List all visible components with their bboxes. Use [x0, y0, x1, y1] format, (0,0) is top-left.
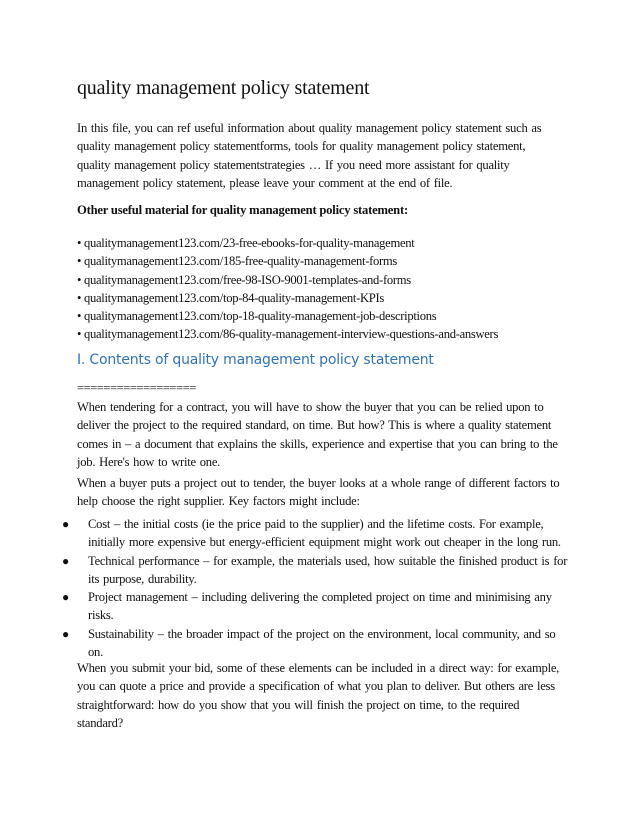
list-item-text: Sustainability – the broader impact of the project on the environment, local community, and so on.	[88, 626, 556, 660]
list-item-text: Project management – including delivering the completed project on time and minimising any risks.	[88, 590, 552, 623]
resource-link[interactable]: • qualitymanagement123.com/top-84-quality-management-KPIs	[77, 290, 384, 305]
list-item-text: Cost – the initial costs (ie the price paid to the supplier) and the lifetime costs. For example, initially more expensive but energy-efficient equipment might work out cheaper in the long run.	[88, 517, 561, 550]
bullet-dot-icon: ●	[62, 517, 69, 531]
intro-line: quality management policy statementstrategies … If you need more assistant for quality	[77, 157, 510, 172]
resource-link[interactable]: • qualitymanagement123.com/185-free-quality-management-forms	[77, 254, 398, 269]
resource-link[interactable]: • qualitymanagement123.com/free-98-ISO-9001-templates-and-forms	[77, 272, 411, 287]
bullet-dot-icon: ●	[62, 626, 69, 641]
paragraph-line: job. Here's how to write one.	[77, 454, 221, 469]
paragraph-buyer-factors	[77, 474, 559, 511]
resource-link[interactable]: • qualitymanagement123.com/23-free-ebooks-for-quality-management	[77, 236, 415, 250]
list-item	[60, 515, 580, 552]
list-item-text: Technical performance – for example, the materials used, how suitable the finished product is for its purpose, durability.	[88, 553, 568, 586]
resource-link-list	[77, 234, 498, 344]
paragraph-line: help choose the right supplier. Key factors might include:	[77, 494, 360, 509]
list-item	[60, 588, 580, 625]
paragraph-line: standard?	[77, 715, 124, 730]
intro-line: In this file, you can ref useful information about quality management policy statement such as	[77, 121, 542, 135]
paragraph-line: comes in – a document that explains the skills, experience and expertise that you can bring to the	[77, 436, 558, 451]
paragraph-line: When tendering for a contract, you will have to show the buyer that you can be relied upon to	[77, 400, 544, 414]
resource-link[interactable]: • qualitymanagement123.com/86-quality-management-interview-questions-and-answers	[77, 327, 499, 342]
intro-line: management policy statement, please leave your comment at the end of file.	[77, 175, 453, 190]
intro-paragraph	[77, 119, 541, 192]
paragraph-line: you can quote a price and provide a specification of what you plan to deliver. But others are less	[77, 679, 555, 694]
section-heading: I. Contents of quality management policy statement	[77, 352, 434, 368]
paragraph-tendering	[77, 398, 558, 471]
intro-line: quality management policy statementforms, tools for quality management policy statement,	[77, 139, 526, 154]
paragraph-bid-submission	[77, 659, 559, 732]
list-item	[60, 552, 580, 589]
document-title: quality management policy statement	[77, 77, 370, 99]
bullet-dot-icon: ●	[62, 590, 69, 605]
paragraph-line: When you submit your bid, some of these elements can be included in a direct way: for example,	[77, 661, 560, 675]
bullet-dot-icon: ●	[62, 553, 69, 568]
resource-link[interactable]: • qualitymanagement123.com/top-18-quality-management-job-descriptions	[77, 309, 437, 324]
paragraph-line: straightforward: how do you show that you will finish the project on time, to the required	[77, 697, 520, 712]
other-material-heading: Other useful material for quality management policy statement:	[77, 203, 408, 217]
list-item	[60, 625, 580, 662]
paragraph-line: deliver the project to the required standard, on time. But how? This is where a quality statement	[77, 418, 552, 433]
separator-line: ==================	[77, 381, 196, 395]
key-factors-list	[60, 515, 580, 661]
paragraph-line: When a buyer puts a project out to tender, the buyer looks at a whole range of different factors to	[77, 476, 560, 490]
